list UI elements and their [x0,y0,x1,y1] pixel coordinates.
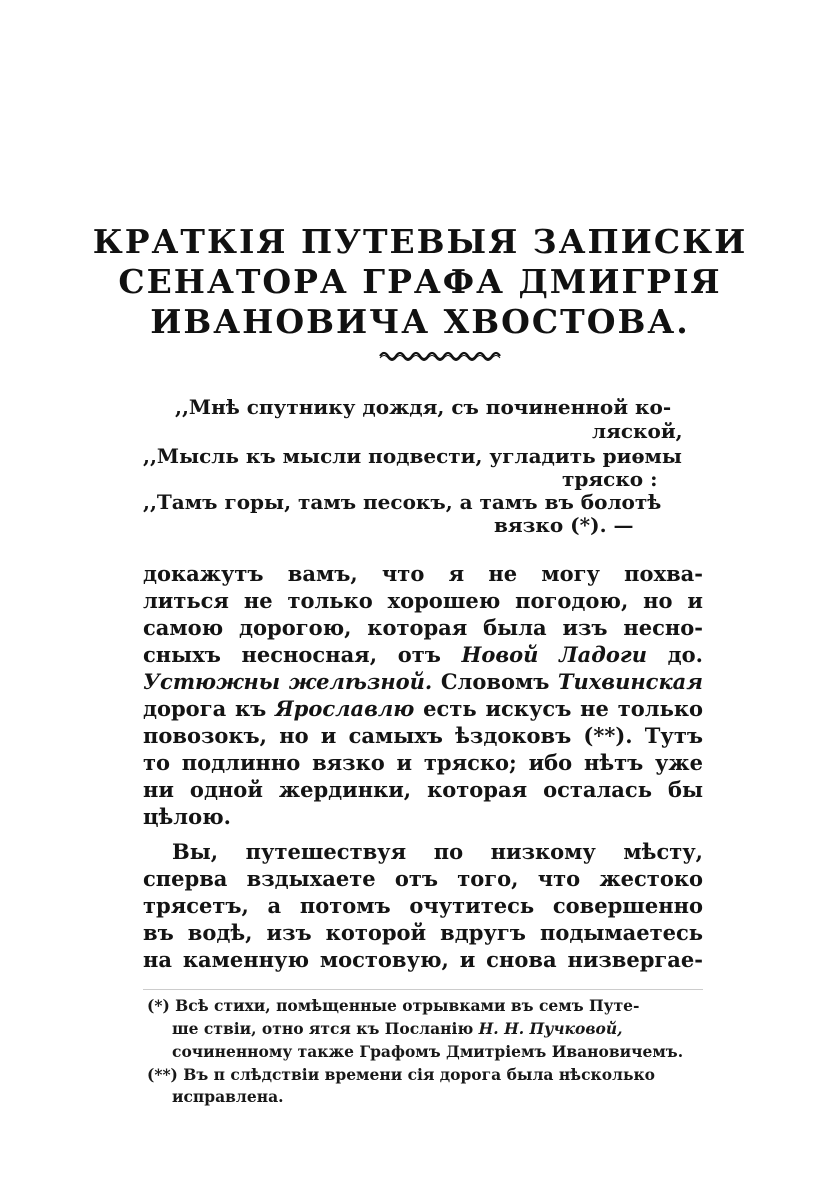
text-run: сныхъ несносная, отъ [143,642,462,667]
footnote-line: (**) Въ п слѣдствіи времени сія дорога была нѣсколько [147,1065,656,1084]
body-line [143,668,703,696]
epigraph-line: тряско : [562,467,658,491]
footnote-line: исправлена. [172,1087,284,1106]
epigraph-line: ,,Тамъ горы, тамъ песокъ, а тамъ въ болотѣ [143,490,662,514]
body-line: Вы, путешествуя по низкому мѣсту, [172,839,703,864]
body-line [143,641,703,669]
place-name: Тихвинская [557,669,703,694]
title-line-2: СЕНАТОРА ГРАФА ДМИГРІЯ [118,262,722,301]
footnote-divider [143,989,703,990]
title-line-1: КРАТКІЯ ПУТЕВЫЯ ЗАПИСКИ [92,222,748,261]
body-line: литься не только хорошею погодою, но и [143,588,703,613]
person-name: Н. Н. Пучковой, [478,1019,623,1038]
epigraph-line: ляской, [592,419,683,443]
place-name: Устюжны желѣзной. [143,669,433,694]
body-line: на каменную мостовую, и снова низвергае- [143,947,703,972]
text-run: до. [646,642,703,667]
body-line: цѣлою. [143,804,231,829]
text-run: Словомъ [432,669,558,694]
epigraph-line: ,,Мысль къ мысли подвести, угладить риѳмы [143,444,682,468]
footnote-line: (*) Всѣ стихи, помѣщенные отрывками въ семъ Путе- [147,996,640,1015]
body-line: самою дорогою, которая была изъ несно- [143,615,703,640]
body-line: сперва вздыхаете отъ того, что жестоко [143,866,703,891]
footnote-line: сочиненному также Графомъ Дмитріемъ Ивановичемъ. [172,1042,684,1061]
page-title [0,222,840,342]
body-line [143,695,703,723]
text-run: ше ствіи, отно ятся къ Посланію [172,1019,479,1038]
body-line: въ водѣ, изъ которой вдругъ подымаетесь [143,920,703,945]
footnote-line [172,1019,623,1039]
body-line: докажутъ вамъ, что я не могу похва- [143,561,703,586]
body-line: то подлинно вязко и тряско; ибо нѣтъ уже [143,750,703,775]
text-run: есть искусъ не только [414,696,703,721]
title-line-3: ИВАНОВИЧА ХВОСТОВА. [150,302,690,341]
place-name: Новой Ладоги [461,642,647,667]
place-name: Ярославлю [275,696,415,721]
ornament-divider-icon [378,346,502,362]
epigraph-line: вязко (*). — [494,513,634,537]
body-line: ни одной жердинки, которая осталась бы [143,777,703,802]
epigraph-line: ,,Мнѣ спутнику дождя, съ починенной ко- [175,395,672,419]
body-line: трясетъ, а потомъ очутитесь совершенно [143,893,703,918]
text-run: дорога къ [143,696,276,721]
body-line: повозокъ, но и самыхъ ѣздоковъ (**). Тутъ [143,723,703,748]
